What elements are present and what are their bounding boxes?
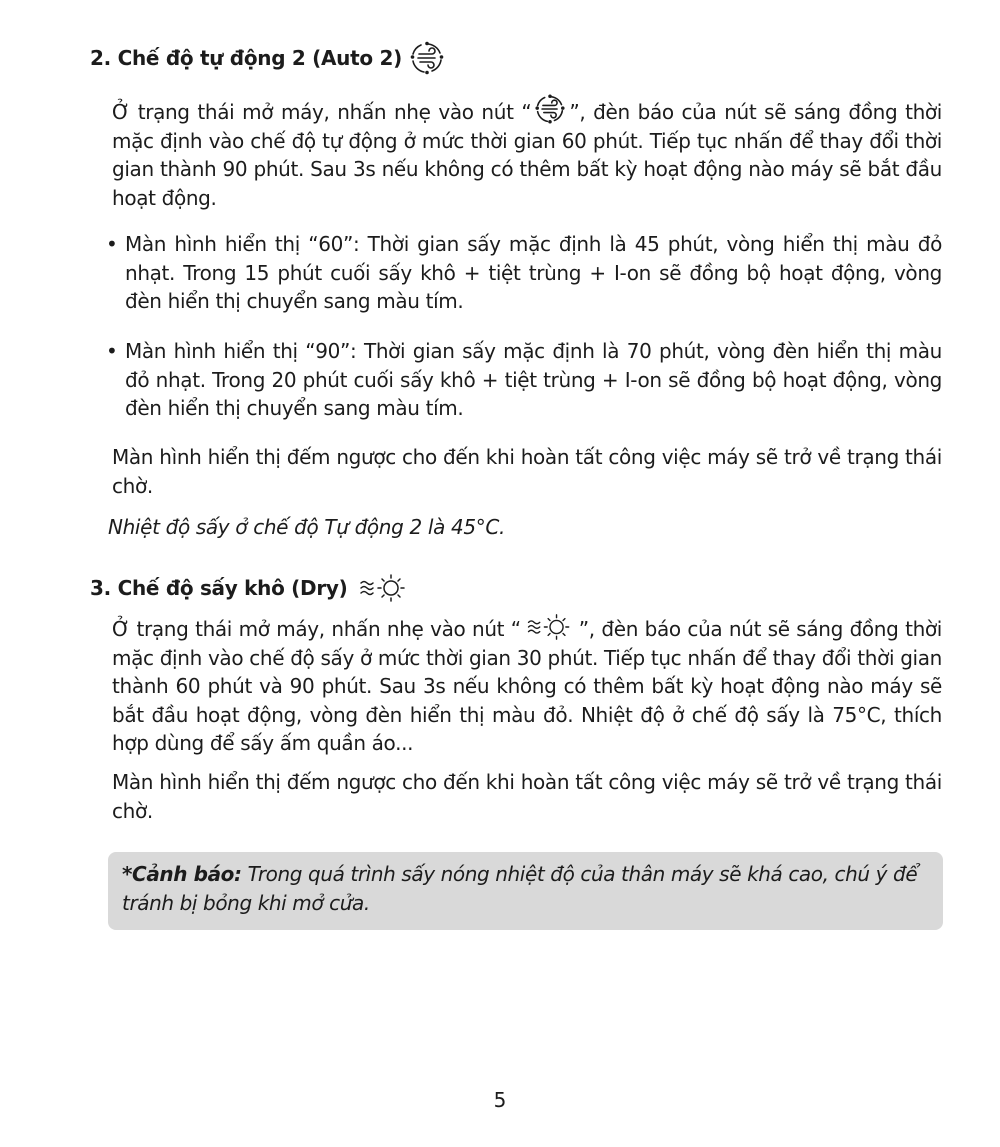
section-3-countdown: Màn hình hiển thị đếm ngược cho đến khi hoàn tất công việc máy sẽ trở về trạng thái chờ. [112, 770, 942, 823]
page-number: 5 [493, 1088, 507, 1112]
section-3-heading [90, 573, 409, 603]
warning-label: *Cảnh báo: [122, 862, 242, 886]
section-2-bullet-60: • Màn hình hiển thị “60”: Thời gian sấy mặc định là 45 phút, vòng hiển thị màu đỏ nhạt. Trong 15 phút cuối sấy khô + tiệt trùng + I-on sẽ đồng bộ hoạt động, vòng đèn hiển thị chuyển sang màu tím. [106, 230, 942, 316]
section-2-intro-end: ”, đèn báo của nút sẽ sáng đồng thời mặc định vào chế độ tự động ở mức thời gian 60 phút. Tiếp tục nhấn để thay đổi thời gian thành 90 phút. Sau 3s nếu không có thêm bất kỳ hoạt động nào máy sẽ bắt đầu hoạt động. [112, 100, 942, 210]
section-3-intro-end: ”, đèn báo của nút sẽ sáng đồng thời mặc định vào chế độ sấy ở mức thời gian 30 phút. Tiếp tục nhấn để thay đổi thời gian thành 60 phút và 90 phút. Sau 3s nếu không có thêm bất kỳ hoạt động nào máy sẽ bắt đầu hoạt động, vòng đèn hiển thị màu đỏ. Nhiệt độ ở chế độ sấy là 75°C, thích hợp dùng để sấy ấm quần áo... [112, 617, 942, 756]
section-2-countdown: Màn hình hiển thị đếm ngược cho đến khi hoàn tất công việc máy sẽ trở về trạng thái chờ. [112, 445, 942, 498]
dry-mode-icon [359, 573, 409, 603]
section-3-intro [112, 613, 942, 758]
section-2-intro-start: Ở trạng thái mở máy, nhấn nhẹ vào nút “ [112, 100, 532, 124]
auto-2-icon [535, 94, 565, 124]
warning-text [122, 860, 929, 917]
dry-mode-icon [525, 613, 575, 641]
warning-message: Trong quá trình sấy nóng nhiệt độ của thân máy sẽ khá cao, chú ý để tránh bị bỏng khi mở cửa. [122, 862, 918, 915]
section-3-intro-start: Ở trạng thái mở máy, nhấn nhẹ vào nút “ [112, 617, 521, 641]
section-2-heading [90, 41, 444, 75]
section-2-intro [112, 94, 942, 212]
section-2-title: 2. Chế độ tự động 2 (Auto 2) [90, 46, 402, 70]
section-2-bullet-90: • Màn hình hiển thị “90”: Thời gian sấy mặc định là 70 phút, vòng đèn hiển thị màu đỏ nhạt. Trong 20 phút cuối sấy khô + tiệt trùng + I-on sẽ đồng bộ hoạt động, vòng đèn hiển thị chuyển sang màu tím. [106, 337, 942, 423]
section-2-temperature-note: Nhiệt độ sấy ở chế độ Tự động 2 là 45°C. [108, 515, 506, 539]
warning-box [108, 852, 943, 930]
auto-2-icon [410, 41, 444, 75]
section-3-title: 3. Chế độ sấy khô (Dry) [90, 576, 348, 600]
